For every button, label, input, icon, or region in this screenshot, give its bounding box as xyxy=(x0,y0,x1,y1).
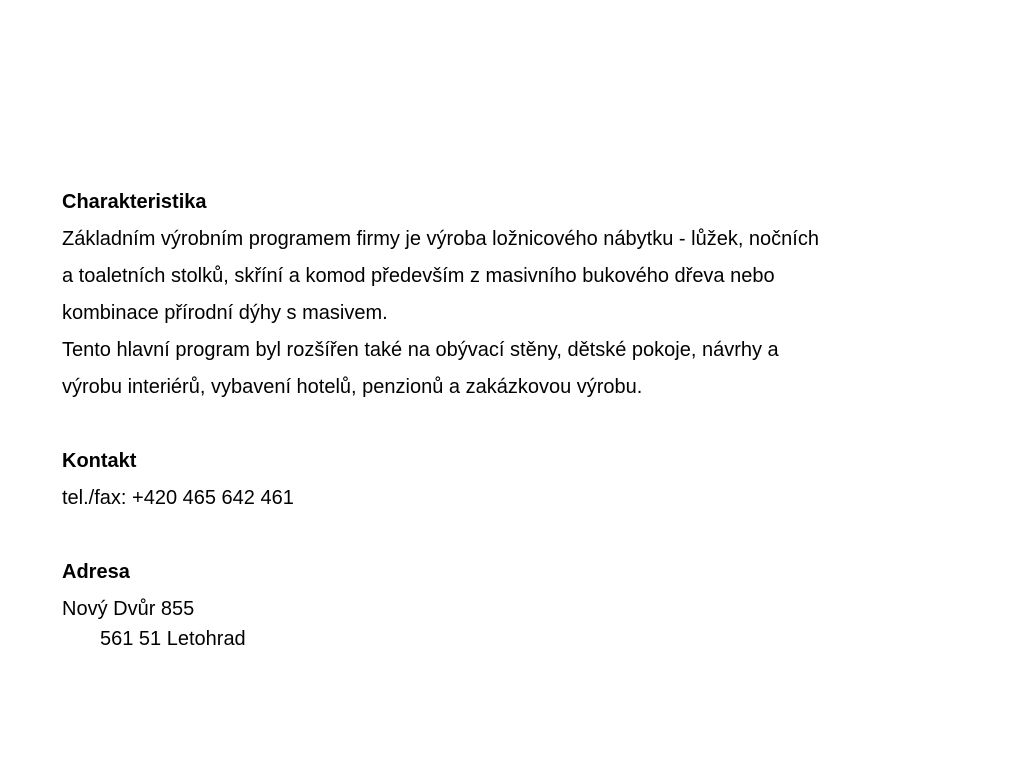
characteristics-line: a toaletních stolků, skříní a komod především z masivního bukového dřeva nebo xyxy=(62,265,775,287)
characteristics-heading: Charakteristika xyxy=(62,191,207,213)
spacer xyxy=(62,406,962,443)
contact-phone: tel./fax: +420 465 642 461 xyxy=(62,487,294,509)
address-street: Nový Dvůr 855 xyxy=(62,598,195,620)
characteristics-line: Základním výrobním programem firmy je výroba ložnicového nábytku - lůžek, nočních xyxy=(62,228,819,250)
address-city: 561 51 Letohrad xyxy=(100,628,246,650)
characteristics-line: Tento hlavní program byl rozšířen také na obývací stěny, dětské pokoje, návrhy a xyxy=(62,339,779,361)
spacer xyxy=(62,517,962,554)
characteristics-line: výrobu interiérů, vybavení hotelů, penzionů a zakázkovou výrobu. xyxy=(62,376,643,398)
characteristics-line: kombinace přírodní dýhy s masivem. xyxy=(62,302,388,324)
contact-heading: Kontakt xyxy=(62,450,137,472)
address-heading: Adresa xyxy=(62,561,130,583)
content-block xyxy=(62,184,962,654)
